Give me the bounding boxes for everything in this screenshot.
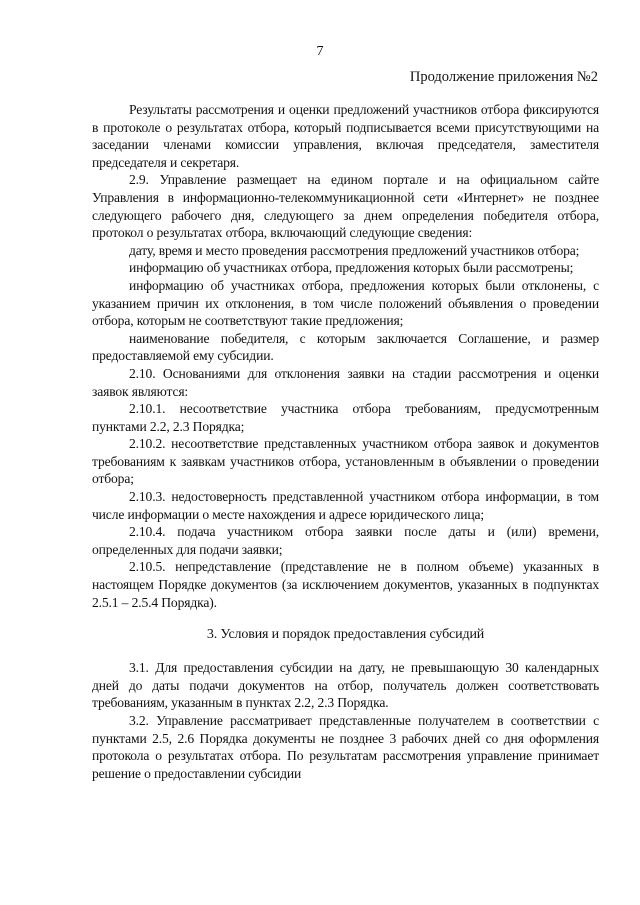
paragraph-2-9-item-rejected: информацию об участниках отбора, предложения которых были отклонены, с указанием причин их отклонения, в том числе положений объявления о проведении отбора, которым не соответствуют такие предложения;: [92, 277, 599, 329]
paragraph-2-10-1: 2.10.1. несоответствие участника отбора требованиям, предусмотренным пунктами 2.2, 2.3 Порядка;: [92, 401, 599, 434]
paragraph-3-2: 3.2. Управление рассматривает представленные получателем в соответствии с пунктами 2.5, 2.6 Порядка документы не позднее 3 рабочих дней со дня оформления протокола о результатах отбора. По результатам рассмотрения управление принимает решение о предоставлении субсидии: [92, 713, 599, 781]
paragraph-2-9-item-winner: наименование победителя, с которым заключается Соглашение, и размер предоставляемой ему субсидии.: [92, 330, 599, 364]
paragraph-2-10-5: 2.10.5. непредставление (представление не в полном объеме) указанных в настоящем Порядке документов (за исключением документов, указанных в подпунктах 2.5.1 – 2.5.4 Порядка).: [92, 559, 599, 610]
paragraph-2-10-3: 2.10.3. недостоверность представленной участником отбора информации, в том числе информации о месте нахождения и адресе юридического лица;: [92, 489, 599, 522]
document-body: [92, 101, 599, 782]
paragraph-2-9-item-date: дату, время и место проведения рассмотрения предложений участников отбора;: [129, 242, 580, 258]
paragraph-2-10-4: 2.10.4. подача участником отбора заявки после даты и (или) времени, определенных для подачи заявки;: [92, 524, 599, 557]
page-number: 7: [316, 44, 324, 59]
paragraph-results-protocol: Результаты рассмотрения и оценки предложений участников отбора фиксируются в протоколе о результатах отбора, который подписывается всеми присутствующими на заседании членами комиссии управления, включая председателя, заместителя председателя и секретаря.: [92, 102, 599, 170]
paragraph-2-9: 2.9. Управление размещает на едином портале и на официальном сайте Управления в информационно-телекоммуникационной сети «Интернет» не позднее следующего рабочего дня, следующего за днем определения победителя отбора, протокол о результатах отбора, включающий следующие сведения:: [92, 172, 599, 241]
paragraph-2-9-item-reviewed: информацию об участниках отбора, предложения которых были рассмотрены;: [129, 260, 574, 276]
paragraph-2-10-2: 2.10.2. несоответствие представленных участником отбора заявок и документов требованиям к заявкам участников отбора, установленным в объявлении о проведении отбора;: [92, 436, 599, 487]
section-3-title: 3. Условия и порядок предоставления субсидий: [206, 627, 485, 643]
appendix-continuation-label: Продолжение приложения №2: [409, 69, 598, 85]
paragraph-2-10: 2.10. Основаниями для отклонения заявки на стадии рассмотрения и оценки заявок являются:: [92, 365, 599, 399]
paragraph-3-1: 3.1. Для предоставления субсидии на дату, не превышающую 30 календарных дней до даты подачи документов на отбор, получатель должен соответствовать требованиям, указанным в пунктах 2.2, 2.3 Порядка.: [92, 660, 599, 711]
